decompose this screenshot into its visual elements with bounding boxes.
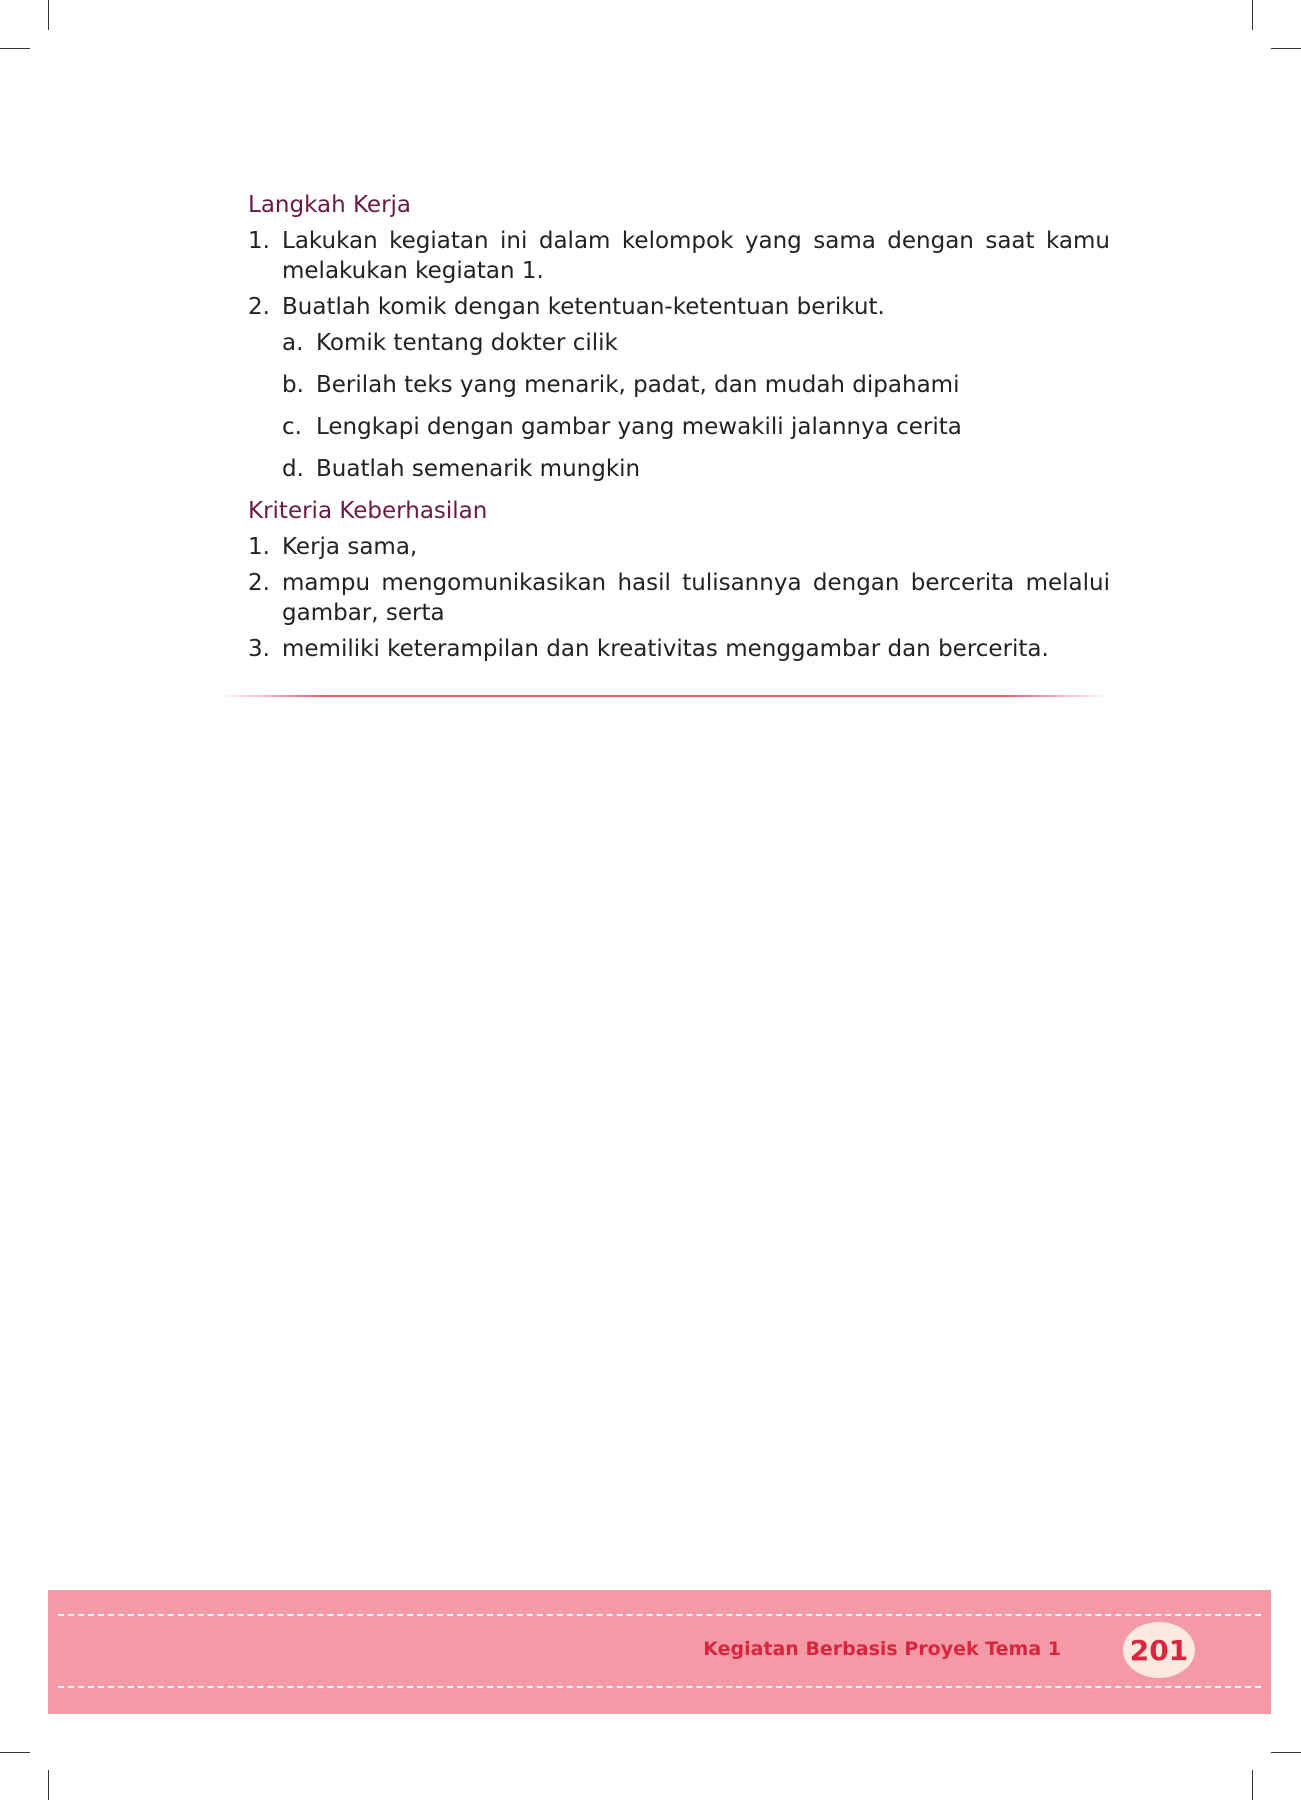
crop-mark xyxy=(0,1752,30,1753)
sub-list-item xyxy=(282,370,1110,412)
item-number: 2. xyxy=(248,294,270,320)
list-item xyxy=(248,532,1110,562)
page-content xyxy=(248,190,1110,670)
section-heading-langkah-kerja: Langkah Kerja xyxy=(248,192,412,218)
sub-list-item xyxy=(282,412,1110,454)
list-item xyxy=(248,634,1110,664)
sub-item-text: Lengkapi dengan gambar yang mewakili jalannya cerita xyxy=(316,414,962,440)
list-item xyxy=(248,292,1110,490)
sub-item-letter: a. xyxy=(282,330,304,356)
crop-mark xyxy=(48,0,49,30)
item-text: Buatlah komik dengan ketentuan-ketentuan berikut. xyxy=(282,294,885,320)
crop-mark xyxy=(1252,1770,1253,1800)
sub-item-text: Buatlah semenarik mungkin xyxy=(316,456,641,482)
section-divider xyxy=(220,695,1108,697)
item-text: Lakukan kegiatan ini dalam kelompok yang sama dengan saat kamu melakukan kegiatan 1. xyxy=(282,228,1110,284)
page-number: 201 xyxy=(1123,1622,1195,1678)
item-number: 1. xyxy=(248,228,270,254)
criteria-list xyxy=(248,532,1110,664)
sub-list-item xyxy=(282,328,1110,370)
sub-item-text: Komik tentang dokter cilik xyxy=(316,330,618,356)
item-text: memiliki keterampilan dan kreativitas menggambar dan bercerita. xyxy=(282,636,1049,662)
sub-list xyxy=(282,328,1110,490)
crop-mark xyxy=(1271,1752,1301,1753)
item-number: 3. xyxy=(248,636,270,662)
item-text: mampu mengomunikasikan hasil tulisannya dengan bercerita melalui gambar, serta xyxy=(282,570,1110,626)
steps-list xyxy=(248,226,1110,490)
crop-mark xyxy=(0,48,30,49)
dashed-line xyxy=(58,1686,1261,1688)
dashed-line xyxy=(58,1614,1261,1616)
sub-item-letter: d. xyxy=(282,456,304,482)
item-number: 2. xyxy=(248,570,270,596)
sub-item-letter: c. xyxy=(282,414,302,440)
crop-mark xyxy=(48,1770,49,1800)
item-text: Kerja sama, xyxy=(282,534,418,560)
footer-band xyxy=(48,1590,1271,1714)
sub-item-text: Berilah teks yang menarik, padat, dan mudah dipahami xyxy=(316,372,960,398)
list-item xyxy=(248,568,1110,628)
list-item xyxy=(248,226,1110,286)
footer-title: Kegiatan Berbasis Proyek Tema 1 xyxy=(703,1638,1061,1660)
sub-list-item xyxy=(282,454,1110,490)
item-number: 1. xyxy=(248,534,270,560)
crop-mark xyxy=(1271,48,1301,49)
crop-mark xyxy=(1252,0,1253,30)
section-heading-kriteria: Kriteria Keberhasilan xyxy=(248,498,488,524)
sub-item-letter: b. xyxy=(282,372,304,398)
